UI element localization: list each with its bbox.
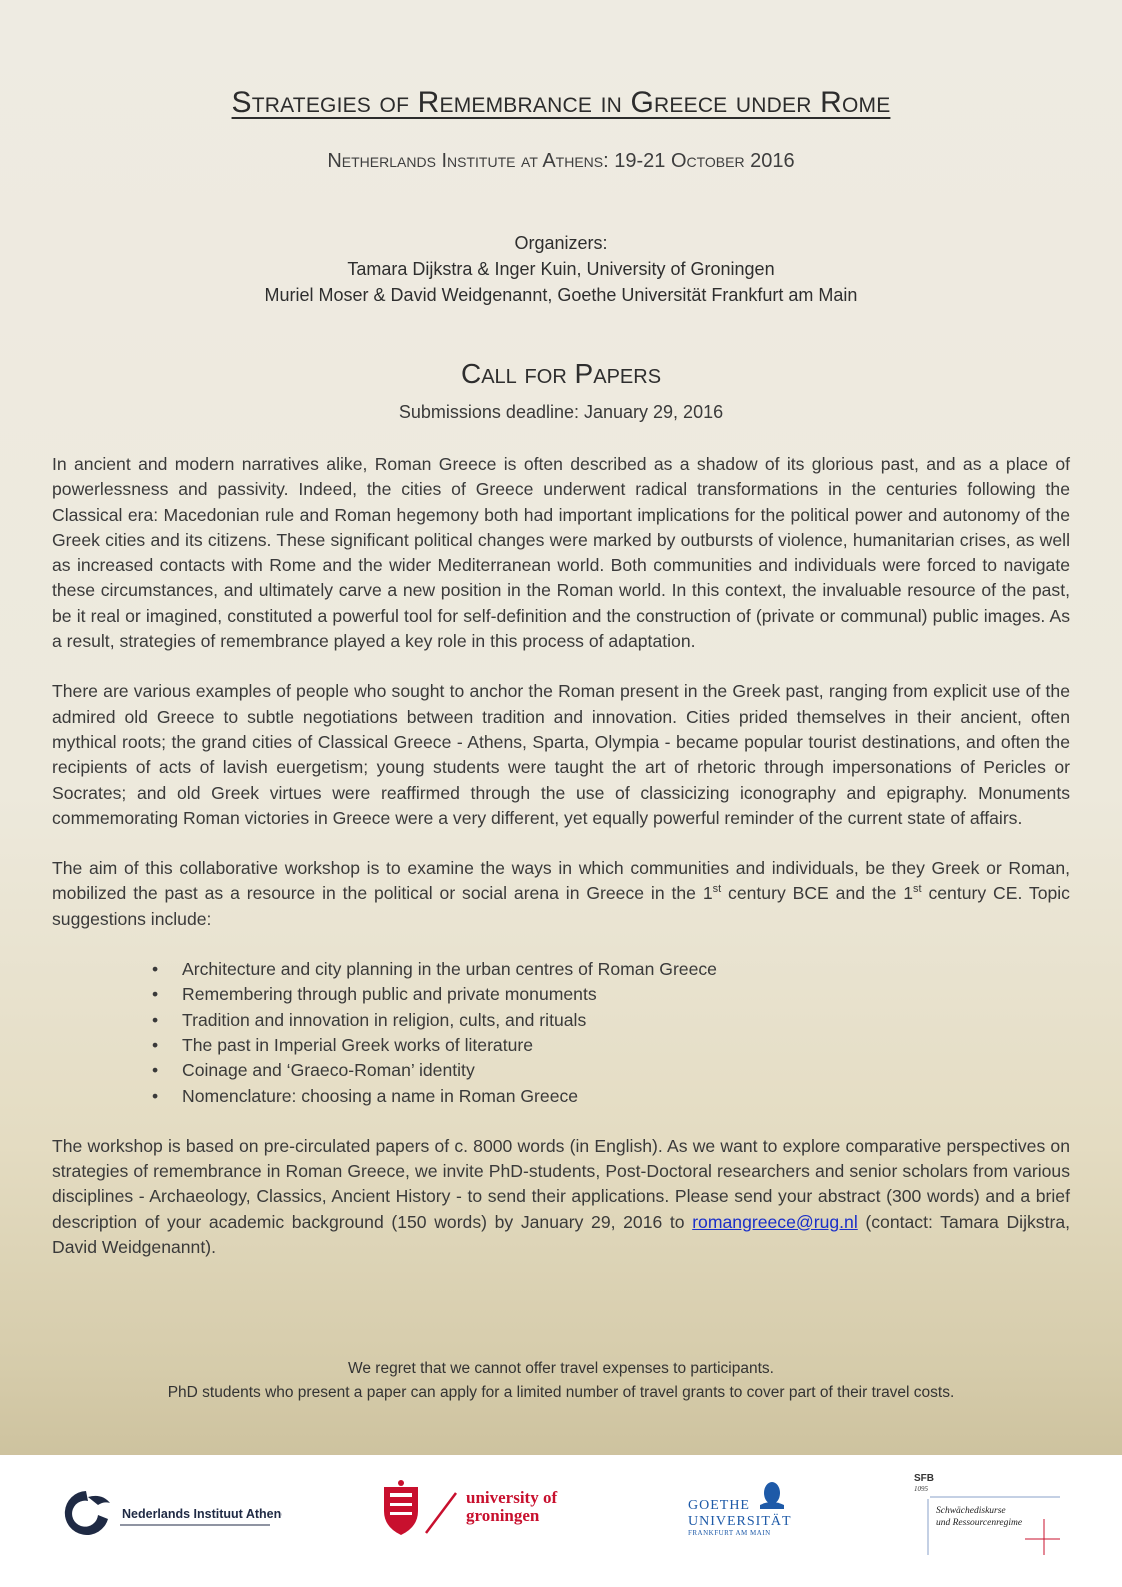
topic-item: • Tradition and innovation in religion, cults, and rituals <box>182 1008 1070 1033</box>
travel-note <box>0 1357 1122 1405</box>
svg-text:university of: university of <box>466 1488 558 1507</box>
svg-text:UNIVERSITÄT: UNIVERSITÄT <box>688 1514 792 1529</box>
organizers-line-2: Muriel Moser & David Weidgenannt, Goethe Universität Frankfurt am Main <box>264 285 858 305</box>
topic-item: • Coinage and ‘Graeco-Roman’ identity <box>182 1058 1070 1083</box>
topic-list <box>52 957 1070 1109</box>
topic-item: • Nomenclature: choosing a name in Roman Greece <box>182 1084 1070 1109</box>
email-link[interactable]: romangreece@rug.nl <box>692 1211 858 1232</box>
goethe-portrait-icon <box>688 1479 808 1539</box>
travel-note-line-1: We regret that we cannot offer travel expenses to participants. <box>348 1360 774 1377</box>
svg-text:und Ressourcenregime: und Ressourcenregime <box>936 1518 1023 1528</box>
page-subtitle: Netherlands Institute at Athens: 19-21 October 2016 <box>327 150 795 172</box>
topic-item: • Architecture and city planning in the urban centres of Roman Greece <box>182 957 1070 982</box>
svg-text:GOETHE: GOETHE <box>688 1498 750 1513</box>
svg-text:groningen: groningen <box>466 1506 540 1525</box>
topic-item: • Remembering through public and private monuments <box>182 982 1070 1007</box>
paragraph-3: The aim of this collaborative workshop is to examine the ways in which communities and individuals, be they Greek or Roman, mobilized the past as a resource in the political or social arena in Greece in the 1st century BCE and the 1st century CE. Topic suggestions include: <box>52 858 1070 929</box>
body-text <box>52 452 1070 1285</box>
nia-emblem-icon <box>62 1485 282 1540</box>
submission-deadline: Submissions deadline: January 29, 2016 <box>398 402 724 422</box>
organizers-label: Organizers: <box>514 233 608 253</box>
rug-logo <box>382 1479 602 1539</box>
logo-footer <box>0 1455 1122 1587</box>
rug-crest-icon <box>382 1479 602 1539</box>
organizers-line-1: Tamara Dijkstra & Inger Kuin, University of Groningen <box>347 259 775 279</box>
svg-text:Schwächediskurse: Schwächediskurse <box>936 1506 1006 1516</box>
travel-note-line-2: PhD students who present a paper can apply for a limited number of travel grants to cover part of their travel costs. <box>167 1384 955 1401</box>
sfb-crosshair-icon <box>910 1469 1070 1555</box>
paragraph-4: The workshop is based on pre-circulated papers of c. 8000 words (in English). As we want to explore comparative perspectives on strategies of remembrance in Roman Greece, we invite PhD-students, Post-Doctoral researchers and senior scholars from various disciplines - Archaeology, Classics, Ancient History - to send their applications. Please send your abstract (300 words) and a brief description of your academic background (150 words) by January 29, 2016 to romangreece@rug.nl (contact: Tamara Dijkstra, David Weidgenannt). <box>52 1135 1070 1258</box>
svg-text:FRANKFURT AM MAIN: FRANKFURT AM MAIN <box>688 1529 771 1537</box>
svg-text:1095: 1095 <box>914 1485 928 1493</box>
nia-logo <box>62 1485 282 1540</box>
organizers-block <box>0 230 1122 308</box>
paragraph-2: There are various examples of people who sought to anchor the Roman present in the Greek past, ranging from explicit use of the admired old Greece to subtle negotiations between tradition and innovation. Cities prided themselves in their ancient, often mythical roots; the grand cities of Classical Greece - Athens, Sparta, Olympia - became popular tourist destinations, and often the recipients of acts of lavish euergetism; young students were taught the art of rhetoric through impersonations of Pericles or Socrates; and old Greek virtues were reaffirmed through the use of classicizing iconography and epigraphy. Monuments commemorating Roman victories in Greece were a very different, yet equally powerful reminder of the current state of affairs. <box>52 681 1070 828</box>
svg-text:SFB: SFB <box>914 1473 934 1484</box>
paragraph-1: In ancient and modern narratives alike, Roman Greece is often described as a shadow of its glorious past, and as a place of powerlessness and passivity. Indeed, the cities of Greece underwent radical transformations in the centuries following the Classical era: Macedonian rule and Roman hegemony both had important implications for the political power and autonomy of the Greek cities and its citizens. These significant political changes were marked by outbursts of violence, humanitarian crises, as well as increased contacts with Rome and the wider Mediterranean world. Both communities and individuals were forced to navigate these circumstances, and ultimately carve a new position in the Roman world. In this context, the invaluable resource of the past, be it real or imagined, constituted a powerful tool for self-definition and the construction of (private or communal) public images. As a result, strategies of remembrance played a key role in this process of adaptation. <box>52 454 1070 652</box>
call-for-papers-heading: Call for Papers <box>460 358 662 389</box>
page-title: Strategies of Remembrance in Greece under Rome <box>231 86 891 119</box>
sfb-logo <box>910 1469 1070 1555</box>
goethe-logo <box>688 1479 808 1539</box>
topic-item: • The past in Imperial Greek works of literature <box>182 1033 1070 1058</box>
svg-text:Nederlands Instituut Athene: Nederlands Instituut Athene <box>122 1507 282 1521</box>
